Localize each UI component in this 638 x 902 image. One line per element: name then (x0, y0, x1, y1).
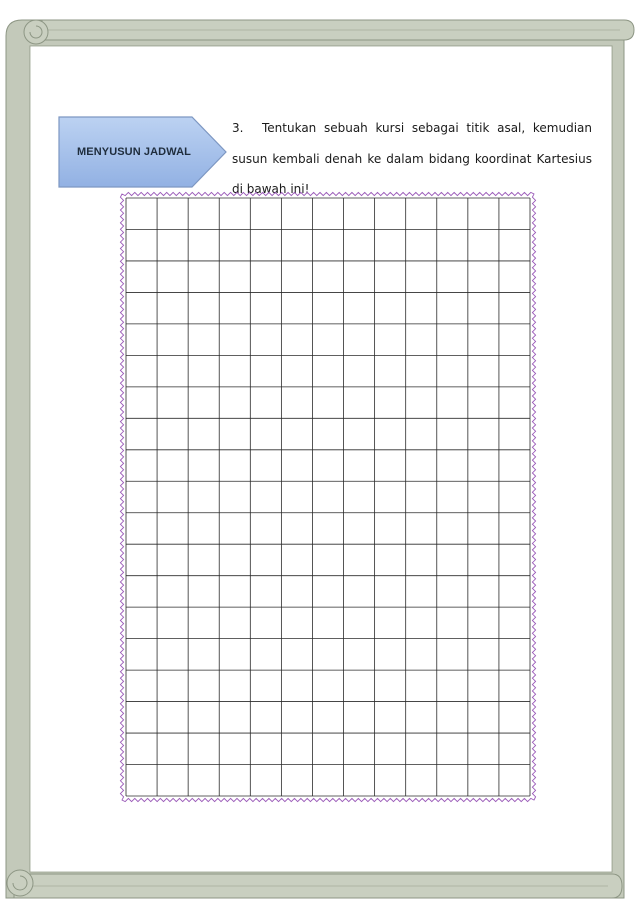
instruction-text: Tentukan sebuah kursi sebagai titik asal, kemudian susun kembali denah ke dalam bidang koordinat Kartesius di bawah ini! (232, 121, 592, 196)
grid-zigzag-border (120, 192, 535, 801)
section-tag (58, 116, 228, 188)
coordinate-grid (118, 190, 538, 804)
tag-label: MENYUSUN JADWAL (77, 146, 191, 158)
instruction-number: 3. (232, 121, 244, 135)
scroll-curl-bottom-left (7, 870, 33, 896)
scroll-curl-top-left (24, 20, 48, 44)
